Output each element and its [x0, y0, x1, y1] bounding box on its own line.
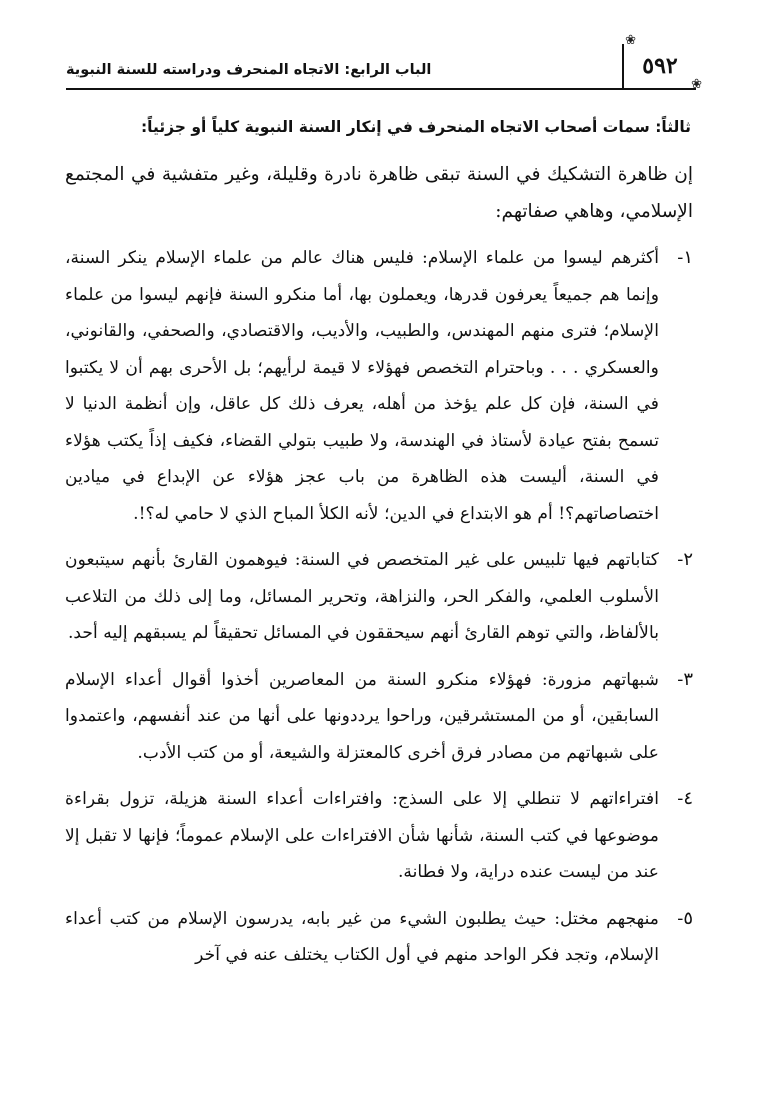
list-item-text: أكثرهم ليسوا من علماء الإسلام: فليس هناك عالم من علماء الإسلام ينكر السنة، وإنما هم جميعاً يعرفون قدرها، ويعملون بها، أما منكرو السنة فإنهم ليسوا من علماء الإسلام؛ فترى منهم المهندس، والطبيب، والأديب، والاقتصادي، والصحفي، والقانوني، والعسكري . . . وباحترام التخصص فهؤلاء لا قيمة لرأيهم؛ بل الأحرى بهم أن لا يكتبوا في السنة، فإن كل علم يؤخذ من أهله، يعرف ذلك كل عاقل، وإن أنظمة الدنيا لا تسمح بفتح عيادة لأستاذ في الهندسة، ولا طبيب بتولي القضاء، فكيف إذاً يكتب هؤلاء في السنة، أليست هذه الظاهرة من باب عجز هؤلاء عن الإبداع في ميادين اختصاصاتهم؟! أم هو الابتداع في الدين؛ لأنه الكلأ المباح الذي لا حامي له؟!. [65, 248, 659, 524]
list-item [65, 542, 693, 652]
list-item-number: ١- [677, 247, 693, 268]
list-item [65, 781, 693, 891]
list-item-text: منهجهم مختل: حيث يطلبون الشيء من غير بابه، يدرسون الإسلام من كتب أعداء الإسلام، وتجد فكر الواحد منهم في أول الكتاب يختلف عنه في آخر [65, 908, 659, 965]
header-rule [66, 88, 696, 90]
list-item-number: ٣- [677, 668, 693, 690]
list-item-text: افتراءاتهم لا تنطلي إلا على السذج: وافتراءات أعداء السنة هزيلة، تزول بقراءة موضوعها في كتب السنة، شأنها شأن الافتراءات على الإسلام عموماً؛ فإنها لا تقبل إلا عند من ليست عنده دراية، ولا فطانة. [65, 789, 659, 882]
page-header [66, 33, 702, 92]
page-number: ٥٩٢ [642, 53, 678, 79]
page-body [65, 156, 693, 984]
list-item [65, 901, 693, 974]
list-item-number: ٥- [677, 907, 693, 929]
list-item-text: كتاباتهم فيها تلبيس على غير المتخصص في السنة: فيوهمون القارئ بأنهم سيتبعون الأسلوب العلمي، والفكر الحر، والنزاهة، وتحرير المسائل، وما إلى ذلك من التلاعب بالألفاظ، والتي توهم القارئ أنهم سيحققون في المسائل تحقيقاً لم يسبقهم إليه أحد. [65, 550, 659, 643]
flower-ornament-icon: ❀ [691, 77, 702, 92]
section-heading: ثالثاً: سمات أصحاب الاتجاه المنحرف في إنكار السنة النبوية كلياً أو جزئياً: [140, 118, 691, 136]
list-item-number: ٢- [677, 549, 693, 570]
list-item-number: ٤- [677, 788, 693, 809]
intro-paragraph: إن ظاهرة التشكيك في السنة تبقى ظاهرة نادرة وقليلة، وغير متفشية في المجتمع الإسلامي، وهاهي صفاتهم: [65, 164, 693, 222]
list-item [65, 662, 693, 772]
flower-ornament-icon: ❀ [625, 33, 636, 48]
page-number-frame [622, 44, 696, 88]
list-item [65, 240, 693, 532]
running-title: الباب الرابع: الاتجاه المنحرف ودراسته للسنة النبوية [66, 62, 432, 78]
list-item-text: شبهاتهم مزورة: فهؤلاء منكرو السنة من المعاصرين أخذوا أقوال أعداء الإسلام السابقين، أو من المستشرقين، وراحوا يرددونها على أنها من عند أنفسهم، واعتمدوا على شبهاتهم من مصادر فرق أخرى كالمعتزلة والشيعة، أو من كتب الأدب. [65, 669, 659, 763]
